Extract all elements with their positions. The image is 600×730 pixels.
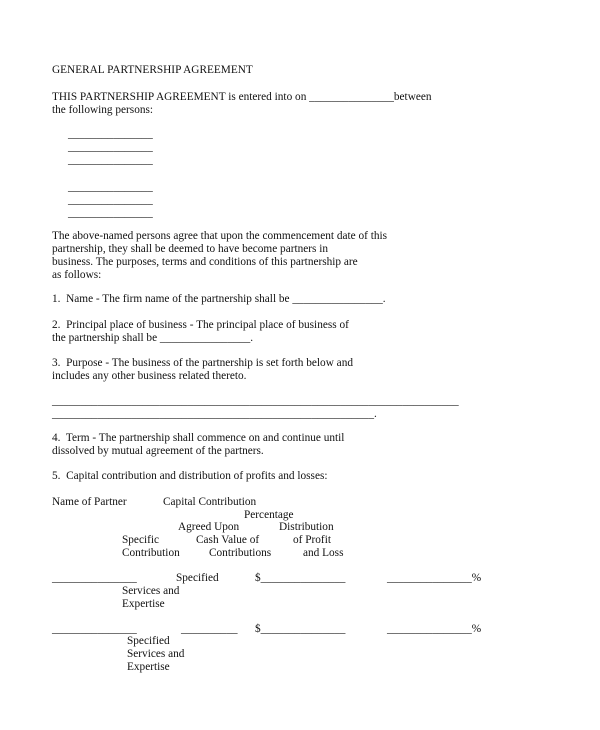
item-4-line: 4. Term - The partnership shall commence on and continue until xyxy=(52,432,345,444)
header-specific: Specific xyxy=(122,534,160,546)
header-and-loss: and Loss xyxy=(303,547,344,559)
header-of-profit: of Profit xyxy=(293,534,331,546)
purpose-blank-line: ________________________________________________________________________ xyxy=(52,395,459,407)
partner-blank: _______________ xyxy=(68,154,153,166)
para1-line: The above-named persons agree that upon the commencement date of this xyxy=(52,230,388,242)
partner-blank: _______________ xyxy=(68,207,153,219)
row2-specified: Specified xyxy=(127,635,170,647)
purpose-blank-line: _________________________________________________________. xyxy=(52,408,377,420)
row1-percent-blank: _______________% xyxy=(387,572,482,584)
row2-expertise: Expertise xyxy=(127,661,170,673)
row2-name-blank: _______________ xyxy=(52,623,137,635)
header-capital-contribution: Capital Contribution xyxy=(163,496,257,508)
row2-percent-blank: _______________% xyxy=(387,623,482,635)
intro-line-2: the following persons: xyxy=(52,104,154,116)
item-1-name: 1. Name - The firm name of the partnership shall be ________________. xyxy=(52,293,386,305)
intro-line-1: THIS PARTNERSHIP AGREEMENT is entered into on _______________between xyxy=(52,91,432,103)
row1-name-blank: _______________ xyxy=(52,572,137,584)
header-distribution: Distribution xyxy=(279,521,334,533)
item-3-line: 3. Purpose - The business of the partnership is set forth below and xyxy=(52,357,353,369)
item-2-line: the partnership shall be ________________. xyxy=(52,332,254,344)
partner-blank: _______________ xyxy=(68,194,153,206)
item-2-line: 2. Principal place of business - The principal place of business of xyxy=(52,319,349,331)
row1-cash-blank: $_______________ xyxy=(255,572,346,584)
row2-services-and: Services and xyxy=(127,648,185,660)
row1-expertise: Expertise xyxy=(122,598,165,610)
header-cash-value-of: Cash Value of xyxy=(196,534,260,546)
header-percentage: Percentage xyxy=(244,509,294,521)
row2-blank: __________ xyxy=(181,623,238,635)
header-contributions: Contributions xyxy=(209,547,272,559)
row2-cash-blank: $_______________ xyxy=(255,623,346,635)
item-5-heading: 5. Capital contribution and distribution of profits and losses: xyxy=(52,470,328,482)
item-4-line: dissolved by mutual agreement of the partners. xyxy=(52,445,264,457)
row1-services-and: Services and xyxy=(122,585,180,597)
para1-line: business. The purposes, terms and conditions of this partnership are xyxy=(52,256,358,268)
header-contribution: Contribution xyxy=(122,547,180,559)
para1-line: partnership, they shall be deemed to have become partners in xyxy=(52,243,329,255)
header-name-of-partner: Name of Partner xyxy=(52,496,127,508)
partner-blank: _______________ xyxy=(68,141,153,153)
row1-specified: Specified xyxy=(176,572,219,584)
partner-blank: _______________ xyxy=(68,128,153,140)
item-3-line: includes any other business related thereto. xyxy=(52,370,247,382)
para1-line: as follows: xyxy=(52,269,102,281)
partner-blank: _______________ xyxy=(68,181,153,193)
document-title: GENERAL PARTNERSHIP AGREEMENT xyxy=(52,64,253,76)
header-agreed-upon: Agreed Upon xyxy=(178,521,240,533)
